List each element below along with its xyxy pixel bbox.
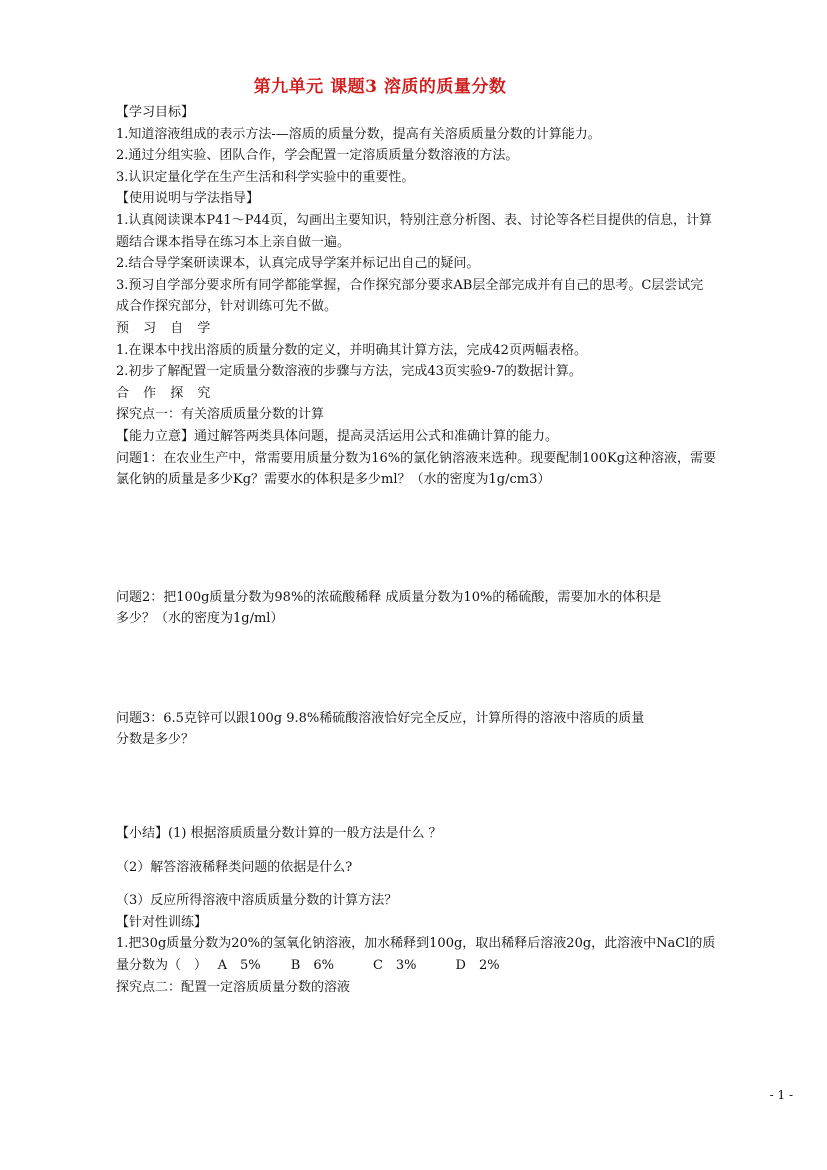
question-3-line-2: 分数是多少？ xyxy=(116,732,195,748)
page-number: - 1 - xyxy=(769,1088,793,1102)
spacer xyxy=(116,878,716,890)
instructions-header: 【使用说明与学法指导】 xyxy=(116,191,260,207)
preview-item-2: 2.初步了解配置一定质量分数溶液的步骤与方法，完成43页实验9-7的数据计算。 xyxy=(116,364,582,380)
answer-space xyxy=(116,491,716,587)
question-2-line-1: 问题2：把100g质量分数为98%的浓硫酸稀释 成质量分数为10%的稀硫酸，需要加水的体积是 xyxy=(116,589,662,605)
explore-point-2: 探究点二：配置一定溶质质量分数的溶液 xyxy=(116,979,351,995)
summary-2: （2）解答溶液稀释类问题的依据是什么? xyxy=(116,859,353,875)
question-3-line-1: 问题3：6.5克锌可以跟100g 9.8%稀硫酸溶液恰好完全反应，计算所得的溶液中溶质的质量 xyxy=(116,710,645,726)
instruction-item-3: 3.预习自学部分要求所有同学都能掌握，合作探究部分要求AB层全部完成并有自己的思考。C层尝试完成合作探究部分，针对训练可先不做。 xyxy=(116,277,704,315)
summary-3: （3）反应所得溶液中溶质质量分数的计算方法？ xyxy=(116,893,398,909)
document-body xyxy=(116,102,716,998)
spacer xyxy=(116,845,716,857)
preview-item-1: 1.在课本中找出溶质的质量分数的定义，并明确其计算方法，完成42页两幅表格。 xyxy=(116,342,587,358)
summary-1: 【小结】(1) 根据溶质质量分数计算的一般方法是什么 ？ xyxy=(116,826,442,842)
explore-header: 合 作 探 究 xyxy=(116,385,216,401)
training-header: 【针对性训练】 xyxy=(116,914,208,930)
goal-item-1: 1.知道溶液组成的表示方法-—溶质的质量分数，提高有关溶质质量分数的计算能力。 xyxy=(116,126,601,142)
question-1: 问题1：在农业生产中，常需要用质量分数为16%的氯化钠溶液来选种。现要配制100Kg这种溶液，需要氯化钠的质量是多少Kg？需要水的体积是多少ml？（水的密度为1g/cm3） xyxy=(116,450,717,488)
training-item-1: 1.把30g质量分数为20%的氢氧化钠溶液，加水稀释到100g，取出稀释后溶液20g，此溶液中NaCl的质量分数为（ ） A 5% B 6% C 3% D 2% xyxy=(116,936,716,974)
goals-header: 【学习目标】 xyxy=(116,105,195,120)
goal-item-3: 3.认识定量化学在生产生活和科学实验中的重要性。 xyxy=(116,169,415,185)
explore-point-1: 探究点一：有关溶质质量分数的计算 xyxy=(116,407,325,423)
ability-statement: 【能力立意】通过解答两类具体问题，提高灵活运用公式和准确计算的能力。 xyxy=(116,428,559,444)
answer-space xyxy=(116,751,716,823)
goal-item-2: 2.通过分组实验、团队合作，学会配置一定溶质质量分数溶液的方法。 xyxy=(116,148,519,164)
preview-header: 预 习 自 学 xyxy=(116,320,216,336)
question-2-line-2: 多少？（水的密度为1g/ml） xyxy=(116,611,284,627)
instruction-item-2: 2.结合导学案研读课本，认真完成导学案并标记出自己的疑问。 xyxy=(116,256,480,272)
instruction-item-1: 1.认真阅读课本P41～P44页，勾画出主要知识，特别注意分析图、表、讨论等各栏目提供的信息，计算题结合课本指导在练习本上亲自做一遍。 xyxy=(116,212,712,250)
answer-space xyxy=(116,630,716,708)
page-title: 第九单元 课题3 溶质的质量分数 xyxy=(253,77,507,97)
